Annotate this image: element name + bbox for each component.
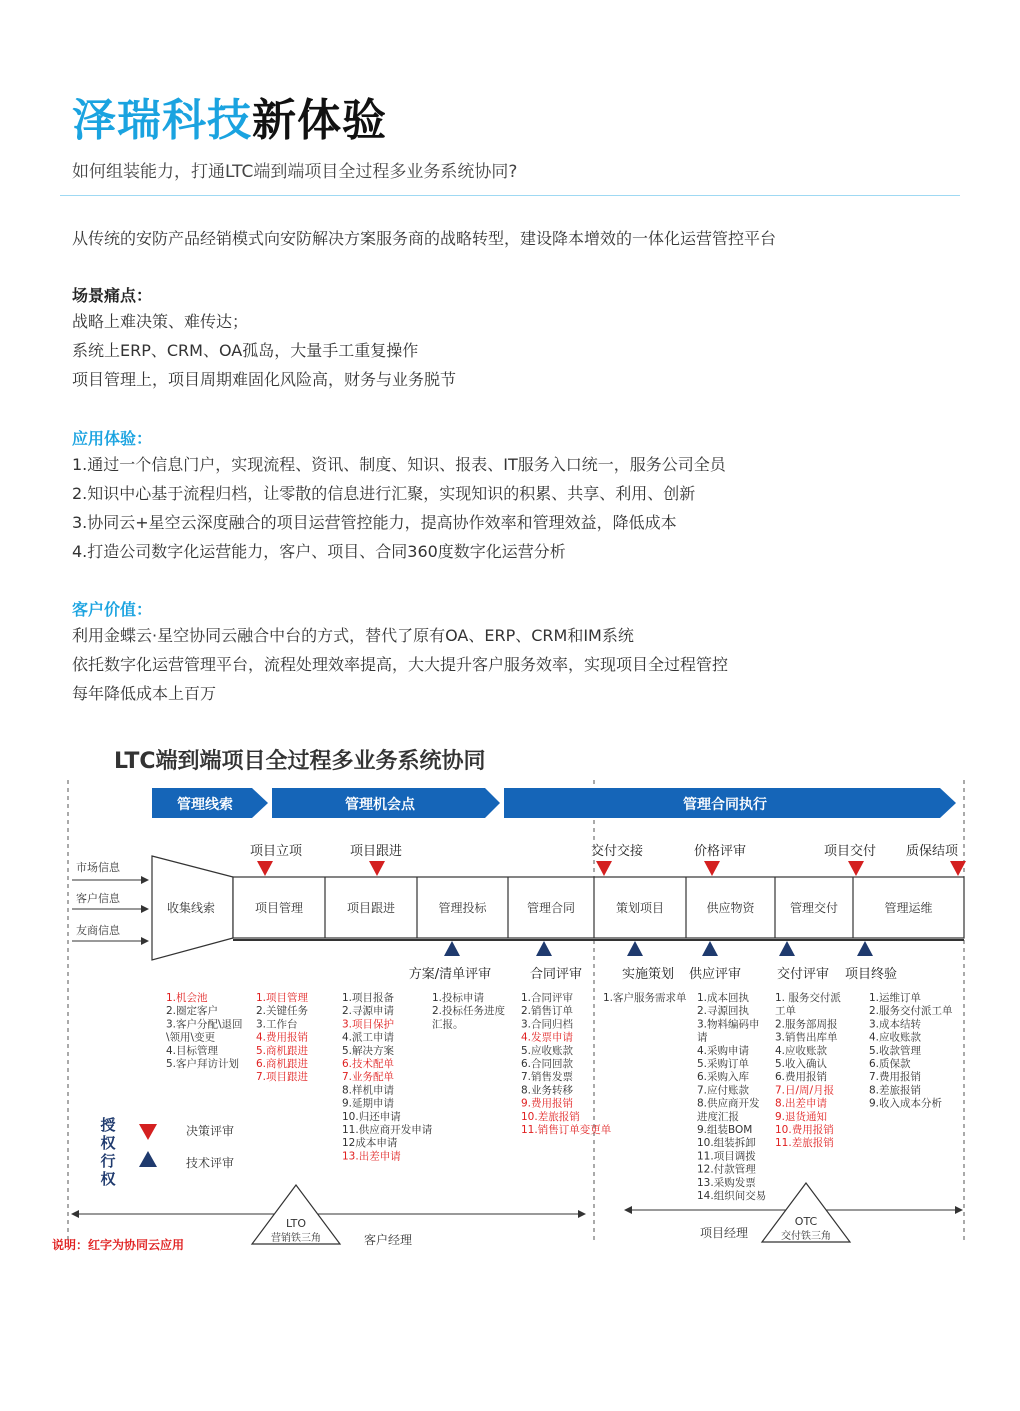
column-item: \领用\变更 [166,1031,216,1044]
column-item: 9.组装BOM [697,1124,753,1136]
intro-text: 从传统的安防产品经销模式向安防解决方案服务商的战略转型，建设降本增效的一体化运营管控平台 [72,229,777,248]
column-item: 12成本申请 [342,1137,398,1150]
stage-label: 策划项目 [615,901,665,915]
column-item: 7.日/周/月报 [775,1084,835,1097]
column-item: 6.质保款 [869,1058,911,1070]
column-item: 1.投标申请 [432,992,485,1004]
experience-line: 2.知识中心基于流程归档，让零散的信息进行汇聚，实现知识的积累、共享、利用、创新 [72,484,696,503]
column-item: 1. 服务交付派 [775,992,841,1004]
value-heading: 客户价值： [72,600,153,619]
column-item: 2.圈定客户 [166,1005,219,1018]
bottom-gate-label: 实施策划 [621,967,675,982]
legend-technical: 技术评审 [186,1156,235,1170]
authority-label-3: 行 [100,1152,116,1170]
pain-point-line: 战略上难决策、难传达； [72,312,249,331]
column-item: 11.差旅报销 [775,1137,834,1150]
bottom-gate-label: 供应评审 [688,967,742,982]
column-item: 4.费用报销 [256,1031,309,1044]
technical-gate-icon [444,941,460,956]
column-item: 4.派工申请 [342,1031,395,1044]
column-item: 5.收入确认 [775,1058,828,1070]
column-item: 5.采购订单 [697,1058,750,1070]
experience-line: 3.协同云+星空云深度融合的项目运营管控能力，提高协作效率和管理效益，降低成本 [72,513,677,532]
column-item: 13.出差申请 [342,1150,401,1163]
technical-gate-icon [702,941,718,956]
technical-gate-icon [779,941,795,956]
column-item: 1.项目管理 [256,992,309,1004]
column-item: 9.延期申请 [342,1097,395,1110]
banner-label: 管理机会点 [345,797,415,813]
column-item: 1.客户服务需求单 [603,992,687,1004]
column-item: 9.费用报销 [521,1097,574,1110]
value-line: 依托数字化运营管理平台，流程处理效率提高，大大提升客户服务效率，实现项目全过程管控 [72,655,729,674]
banner-manage-opportunity [272,788,500,818]
column-item: 14.组织间交易 [697,1190,767,1202]
column-item: 7.应付账款 [697,1084,750,1097]
banner-manage-contract [504,788,956,818]
column-item: 2.投标任务进度 [432,1005,506,1018]
column-item: 5.客户拜访计划 [166,1058,240,1070]
decision-gate-icon [704,861,720,876]
top-gate-label: 质保结项 [905,844,959,859]
column-item: 10.归还申请 [342,1110,401,1123]
input-label: 市场信息 [76,861,120,874]
stage-label: 管理运维 [884,901,933,915]
otc-sub: 交付铁三角 [781,1231,831,1242]
column-item: 13.采购发票 [697,1176,756,1189]
experience-line: 1.通过一个信息门户，实现流程、资讯、制度、知识、报表、IT服务入口统一，服务公司全员 [72,455,726,474]
authority-label-1: 授 [100,1116,116,1134]
column-item: 3.客户分配\退回 [166,1018,243,1031]
diagram-title: LTC端到端项目全过程多业务系统协同 [114,749,486,774]
column-item: 3.销售出库单 [775,1031,838,1044]
column-item: 11.供应商开发申请 [342,1124,433,1136]
column-item: 请 [697,1031,708,1044]
column-item: 10.组装拆卸 [697,1137,756,1150]
column-item: 1.合同评审 [521,992,574,1004]
customer-manager-label: 客户经理 [364,1233,413,1247]
column-item: 2.关键任务 [256,1005,309,1018]
column-item: 3.物料编码申 [697,1018,760,1031]
column-item: 4.发票申请 [521,1031,574,1044]
banner-label: 管理合同执行 [683,797,767,813]
authority-label-2: 权 [100,1134,116,1152]
stage-label: 供应物资 [706,901,755,915]
column-item: 7.项目跟进 [256,1071,309,1084]
top-gate-label: 项目立项 [249,844,303,859]
column-item: 7.费用报销 [869,1071,922,1084]
divider [60,195,960,196]
column-item: 8.业务转移 [521,1084,574,1097]
column-item: 9.退货通知 [775,1110,828,1123]
top-gate-label: 项目跟进 [349,844,403,859]
column-item: 5.收款管理 [869,1044,922,1057]
technical-gate-icon [536,941,552,956]
otc-label: OTC [794,1215,818,1228]
column-item: 1.运维订单 [869,992,922,1004]
column-item: 7.销售发票 [521,1071,574,1084]
column-item: 2.寻源申请 [342,1005,395,1018]
stage-label: 管理投标 [438,901,487,915]
column-item: 3.成本结转 [869,1018,922,1031]
column-item: 5.应收账款 [521,1044,574,1057]
value-line: 每年降低成本上百万 [72,684,217,703]
pain-points-heading: 场景痛点： [72,286,153,305]
stage-label: 管理合同 [526,901,576,915]
authority-label-4: 权 [100,1170,116,1188]
column-item: 6.技术配单 [342,1058,395,1070]
technical-review-icon [139,1151,157,1167]
column-item: 6.商机跟进 [256,1058,309,1070]
column-item: 4.应收账款 [775,1044,828,1057]
column-item: 10.差旅报销 [521,1110,580,1123]
column-item: 2.服务部周报 [775,1018,838,1031]
experience-line: 4.打造公司数字化运营能力，客户、项目、合同360度数字化运营分析 [72,542,566,561]
technical-gate-icon [627,941,643,956]
decision-review-icon [139,1124,157,1140]
input-label: 友商信息 [76,924,120,937]
title-brand: 泽瑞科技 [72,95,252,146]
column-item: 8.出差申请 [775,1097,828,1110]
stage-label: 项目跟进 [346,901,396,915]
legend-decision: 决策评审 [186,1124,235,1138]
input-label: 客户信息 [76,892,120,905]
column-item: 3.工作台 [256,1018,298,1031]
column-item: 4.应收账款 [869,1031,922,1044]
stage-bar [233,877,964,938]
column-item: 2.服务交付派工单 [869,1005,953,1018]
column-item: 4.目标管理 [166,1044,219,1057]
column-item: 工单 [775,1005,796,1018]
bottom-gate-label: 项目终验 [844,967,898,982]
diagram-note: 说明：红字为协同云应用 [52,1238,185,1252]
technical-gate-icon [857,941,873,956]
column-item: 6.采购入库 [697,1071,750,1084]
column-item: 1.成本回执 [697,992,750,1004]
column-item: 12.付款管理 [697,1163,756,1176]
column-item: 9.收入成本分析 [869,1097,943,1110]
stage-label: 项目管理 [254,901,304,915]
experience-heading: 应用体验： [72,429,153,448]
column-item: 5.商机跟进 [256,1044,309,1057]
column-item: 8.差旅报销 [869,1084,922,1097]
column-item: 7.业务配单 [342,1071,395,1084]
banner-label: 管理线索 [177,797,233,813]
column-item: 汇报。 [432,1018,464,1031]
lto-label: LTO [286,1217,306,1230]
ltc-diagram [0,770,1020,1270]
decision-gate-icon [369,861,385,876]
funnel-label: 收集线索 [166,901,216,915]
value-line: 利用金蝶云·星空协同云融合中台的方式，替代了原有OA、ERP、CRM和IM系统 [72,626,634,645]
top-gate-label: 项目交付 [823,844,877,859]
project-manager-label: 项目经理 [700,1226,749,1240]
column-item: 4.采购申请 [697,1044,750,1057]
column-item: 8.样机申请 [342,1084,395,1097]
column-item: 11.项目调拨 [697,1150,756,1163]
decision-gate-icon [257,861,273,876]
column-item: 6.合同回款 [521,1058,574,1070]
column-item: 进度汇报 [697,1110,739,1123]
page-subtitle: 如何组装能力，打通LTC端到端项目全过程多业务系统协同? [72,162,518,182]
pain-point-line: 项目管理上，项目周期难固化风险高，财务与业务脱节 [72,370,457,389]
bottom-gate-label: 交付评审 [776,967,830,982]
column-item: 1.机会池 [166,992,208,1004]
top-gate-label: 价格评审 [693,844,747,859]
column-item: 8.供应商开发 [697,1097,760,1110]
title-suffix: 新体验 [252,95,387,146]
column-item: 5.解决方案 [342,1044,395,1057]
column-item: 6.费用报销 [775,1071,828,1084]
column-item: 2.销售订单 [521,1005,574,1018]
column-item: 1.项目报备 [342,992,395,1004]
bottom-gate-label: 方案/清单评审 [408,967,492,982]
column-item: 3.合同归档 [521,1018,574,1031]
page-title [72,84,387,148]
column-item: 2.寻源回执 [697,1005,750,1018]
decision-gate-icon [848,861,864,876]
column-item: 3.项目保护 [342,1018,395,1031]
pain-point-line: 系统上ERP、CRM、OA孤岛，大量手工重复操作 [72,341,419,360]
decision-gate-icon [596,861,612,876]
column-item: 10.费用报销 [775,1124,834,1136]
banner-manage-leads [152,788,268,818]
stage-label: 管理交付 [789,901,839,915]
column-item: 11.销售订单变更单 [521,1124,612,1136]
lto-sub: 营销铁三角 [271,1233,321,1244]
bottom-gate-label: 合同评审 [529,967,583,982]
top-gate-label: 交付交接 [590,844,644,859]
